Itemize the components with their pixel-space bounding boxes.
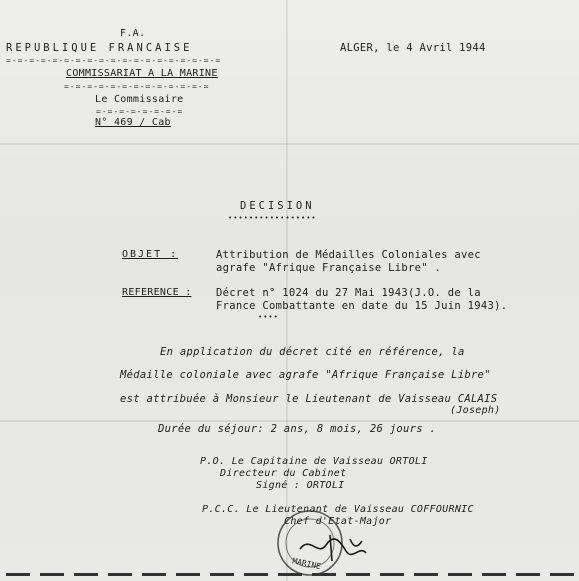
reference-line: France Combattante en date du 15 Juin 1943). <box>216 300 508 312</box>
signature-line: Signé : ORTOLI <box>256 480 345 491</box>
fold-line <box>0 143 579 145</box>
letterhead-republic: REPUBLIQUE FRANCAISE <box>6 42 193 54</box>
body-line: En application du décret cité en référence, la <box>160 346 465 358</box>
place-date: ALGER, le 4 Avril 1944 <box>340 42 486 54</box>
signature-line: P.C.C. Le Lieutenant de Vaisseau COFFOURNIC <box>202 504 474 515</box>
stamp-text: MARINE <box>291 556 322 572</box>
signature-line: P.O. Le Capitaine de Vaisseau ORTOLI <box>200 456 428 467</box>
decision-title: DECISION <box>240 200 315 212</box>
body-line: Durée du séjour: 2 ans, 8 mois, 26 jours . <box>158 423 437 435</box>
letterhead-commissariat: COMMISSARIAT A LA MARINE <box>66 68 218 79</box>
reference-label: REFERENCE : <box>122 287 192 298</box>
reference-number: N° 469 / Cab <box>95 117 171 128</box>
body-line: est attribuée à Monsieur le Lieutenant de Vaisseau CALAIS <box>120 393 498 405</box>
bottom-rule <box>0 571 579 581</box>
letterhead-commissaire: Le Commissaire <box>95 94 184 105</box>
letterhead-initials: F.A. <box>120 28 146 39</box>
reference-ornament: •••• <box>258 313 279 321</box>
title-ornament: ••••••••••••••••• <box>228 214 317 222</box>
body-line: Médaille coloniale avec agrafe "Afrique Française Libre" <box>120 369 491 381</box>
fold-line <box>0 420 579 422</box>
official-stamp <box>270 505 390 581</box>
signature-line: Directeur du Cabinet <box>220 468 347 479</box>
dashed-rule: =-=-=-=-=-=-=-= <box>96 107 184 116</box>
signature-line: Chef d'Etat-Major <box>284 516 392 527</box>
objet-label: OBJET : <box>122 249 179 260</box>
objet-line: agrafe "Afrique Française Libre" . <box>216 262 442 274</box>
body-firstname: (Joseph) <box>450 405 501 416</box>
dashed-rule: =-=-=-=-=-=-=-=-=-=-=-=-= <box>64 82 210 91</box>
dashed-rule: =-=-=-=-=-=-=-=-=-=-=-=-=-=-=-=-=-=-= <box>6 56 222 65</box>
objet-line: Attribution de Médailles Coloniales avec <box>216 249 481 261</box>
reference-line: Décret n° 1024 du 27 Mai 1943(J.O. de la <box>216 287 481 299</box>
